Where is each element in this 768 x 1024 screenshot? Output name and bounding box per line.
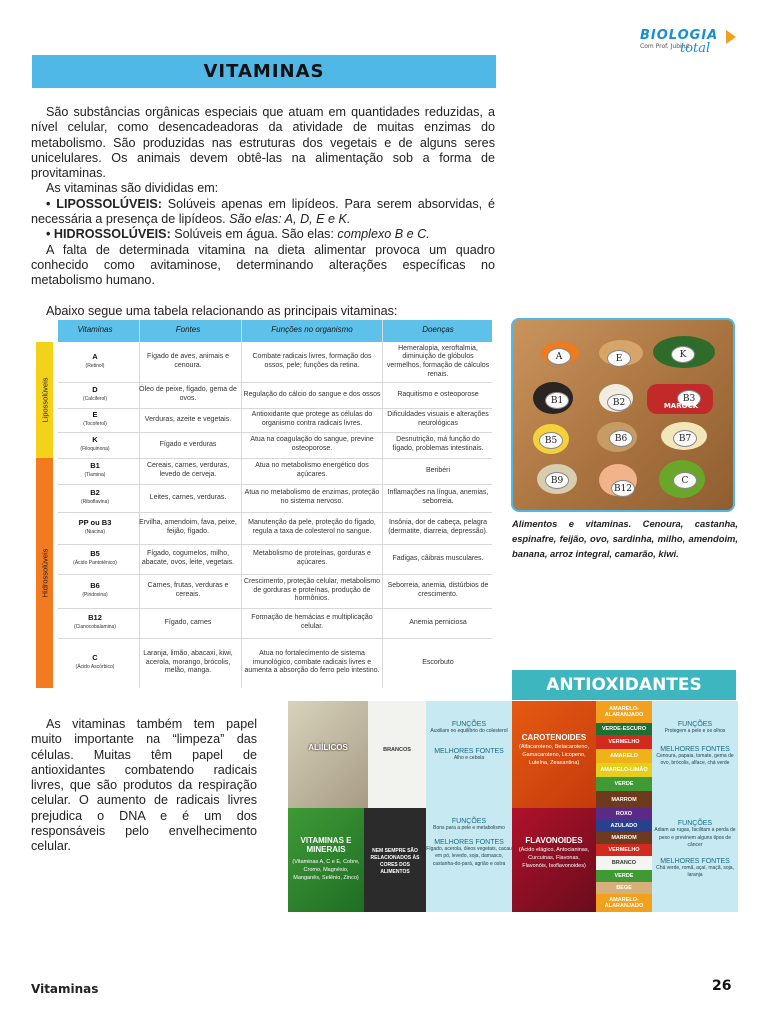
vitmin-best-text: Fígado, acerola, óleos vegetais, cacau em pó, levedo, soja, damasco, castanha-do-pará, agrião e ostra <box>426 845 512 867</box>
logo-line1: BIOLOGIA <box>640 28 719 43</box>
vitamin-disease: Anemia perniciosa <box>409 618 467 626</box>
vitamin-chem: (Filoquinona) <box>80 446 110 452</box>
carot-best-title: MELHORES FONTES <box>660 745 730 753</box>
hidro-label: • HIDROSSOLÚVEIS: <box>46 227 171 242</box>
lipo-label: • LIPOSSOLÚVEIS: <box>46 196 162 211</box>
table-row <box>58 544 492 575</box>
vitamin-table <box>36 320 492 688</box>
vitamin-function: Manutenção da pele, proteção do fígado, regula a taxa de colesterol no sangue. <box>248 519 376 535</box>
table-row <box>58 432 492 459</box>
vitamin-chem: (Ácido Ascórbico) <box>75 664 115 670</box>
carot-name: CAROTENOIDES <box>521 733 587 742</box>
vitmin-info <box>426 808 512 912</box>
flavo-name: FLAVONOIDES <box>525 836 583 845</box>
vitamin-source: Fígado de aves, animais e cenoura. <box>146 353 230 369</box>
vitamin-disease: Raquitismo e osteoporose <box>397 390 479 398</box>
vitamin-chem: (Retinol) <box>85 363 105 369</box>
vitamin-disease: Seborreia, anemia, distúrbios de crescimento. <box>387 582 489 598</box>
vitamin-source: Cereais, carnes, verduras, levedo de cerveja. <box>146 462 230 478</box>
vitamin-chem: (Piridoxina) <box>82 592 108 598</box>
header-fontes: Fontes <box>175 325 201 334</box>
color-bar: BEGE <box>596 882 652 894</box>
vitamin-name: B6 <box>90 581 100 591</box>
vitamin-name: PP ou B3 <box>78 518 112 528</box>
page-title: VITAMINAS <box>203 61 325 82</box>
vitamin-function: Regulação do cálcio do sangue e dos ossos <box>243 390 381 398</box>
alicos-func-title: FUNÇÕES <box>451 721 487 728</box>
hidro-examples: complexo B e C. <box>337 227 430 242</box>
table-row <box>58 484 492 513</box>
vitamin-name: B5 <box>90 549 100 559</box>
group-lipo-label: Lipossolúveis <box>40 377 49 423</box>
vitamin-name: B2 <box>90 488 100 498</box>
group-hidrossoluveis <box>36 458 53 688</box>
color-bar: AMARELO <box>596 749 652 763</box>
carot-func-title: FUNÇÕES <box>677 721 713 728</box>
carot-color-bars <box>596 701 652 808</box>
vitamin-source: Ervilha, amendoim, fava, peixe, feijão, fígado. <box>139 519 237 535</box>
flavonoides-image <box>512 808 596 912</box>
vitamin-source: Verduras, azeite e vegetais. <box>144 415 232 423</box>
vitamin-name: B1 <box>90 461 100 471</box>
label-b2: B2 <box>607 394 631 411</box>
label-a: A <box>547 348 571 365</box>
vitamin-chem: (Tiamina) <box>84 472 106 478</box>
vitamin-disease: Hemeralopia, xeroftalmia, diminuição de glóbulos vermelhos, formação de cálculos renais. <box>386 344 490 378</box>
label-b1: B1 <box>545 392 569 409</box>
antioxidant-text <box>31 717 257 855</box>
color-bar: AMARELO-ALARANJADO <box>596 701 652 723</box>
intro-paragraph-1: São substâncias orgânicas especiais que atuam em quantidades reduzidas, a nível celular, como desencadeadoras da atividade de muitas enzimas do metabolismo. São produzidas nas estruturas dos vegetais e de alguns seres unicelulares. Os animais devem obtê-las na alimentação sob a forma de provitaminas. <box>31 105 495 181</box>
label-b7: B7 <box>673 430 697 447</box>
vitamin-function: Atua na coagulação do sangue, previne osteoporose. <box>250 436 374 452</box>
label-b5: B5 <box>539 432 563 449</box>
photo-caption: Alimentos e vitaminas. Cenoura, castanha, espinafre, feijão, ovo, sardinha, milho, amendoim, banana, arroz integral, camarão, kiwi. <box>512 518 738 559</box>
antioxidant-paragraph: As vitaminas também tem papel muito importante na “limpeza” das células. Muitas têm papel de antioxidantes combatendo radicais livres, que são produtos da respiração celular. O aumento de radicais livres prejudica o DNA e é um dos responsáveis pelo envelhecimento celular. <box>31 717 257 854</box>
table-row <box>58 408 492 433</box>
flavo-best-text: Chá verde, romã, açaí, maçã, soja, laranja <box>656 864 734 878</box>
brand-logo <box>640 28 740 62</box>
carot-sub: (Alfacaroteno, Betacaroteno, Gamacaroteno, Licopeno, Luteína, Zeaxantina) <box>518 744 589 766</box>
intro-paragraph-2: As vitaminas são divididas em: <box>46 181 219 196</box>
logo-tagline: Com Prof. Jubilut <box>640 43 690 50</box>
vitmin-best-title: MELHORES FONTES <box>434 838 504 846</box>
vitamin-function: Atua no metabolismo energético dos açúcares. <box>255 462 369 478</box>
vitamin-source: Fígado, carnes <box>164 618 212 626</box>
intro-lipo <box>31 197 495 228</box>
antioxidants-title-bar <box>512 670 736 700</box>
color-bar: MARROM <box>596 791 652 808</box>
vitamin-source: Óleo de peixe, fígado, gema de ovos. <box>139 386 237 402</box>
color-bar: BRANCO <box>596 856 652 870</box>
color-bar: AZULADO <box>596 820 652 832</box>
carot-func-text: Protegem a pele e os olhos <box>664 728 726 734</box>
vitamin-chem: (Calciferol) <box>82 396 108 402</box>
vitamin-disease: Escorbuto <box>422 658 454 666</box>
lipo-text: Solúveis apenas em lipídeos. Para serem absorvidas, é necessária a presença de lipídeos. <box>31 196 495 227</box>
table-row <box>58 608 492 639</box>
flavo-func-title: FUNÇÕES <box>677 820 713 827</box>
food-photo <box>511 318 735 512</box>
flavo-best-title: MELHORES FONTES <box>660 857 730 865</box>
color-bar: VERDE <box>596 777 652 791</box>
table-header <box>58 320 492 342</box>
vitamin-name: A <box>92 352 98 362</box>
table-row <box>58 574 492 609</box>
vitamin-name: B12 <box>88 613 102 623</box>
label-k: K <box>671 346 695 363</box>
vitamin-function: Metabolismo de proteínas, gorduras e açúcares. <box>253 550 371 566</box>
group-lipossoluveis <box>36 342 53 458</box>
vitamin-chem: (Tocoferol) <box>83 421 107 427</box>
vitamin-function: Formação de hemácias e multiplicação celular. <box>251 614 373 630</box>
label-b12: B12 <box>611 480 635 497</box>
alicos-best-title: MELHORES FONTES <box>434 747 504 755</box>
table-row <box>58 342 492 383</box>
logo-line2: total <box>680 41 711 56</box>
alicos-func-text: Auxiliam no equilíbrio do colesterol <box>430 728 508 734</box>
vitamin-function: Antioxidante que protege as células do organismo contra radicais livres. <box>251 411 373 427</box>
footer-section: Vitaminas <box>31 982 99 996</box>
color-white-panel <box>368 701 426 808</box>
vitamin-source: Laranja, limão, abacaxi, kiwi, acerola, morango, brócolis, melão, manga. <box>143 650 233 675</box>
color-bar: AMARELO-ALARANJADO <box>596 894 652 912</box>
title-bar <box>32 55 496 88</box>
intro-text <box>31 105 495 319</box>
alicos-name: ALIÍLICOS <box>308 743 348 752</box>
lipo-examples: São elas: A, D, E e K. <box>229 212 351 227</box>
vitmin-note-panel <box>364 808 426 912</box>
vitamin-chem: (Niacina) <box>84 529 105 535</box>
header-doencas: Doenças <box>422 325 454 334</box>
garlic-image <box>288 701 368 808</box>
color-bar: VERDE <box>596 870 652 882</box>
table-row <box>58 458 492 485</box>
vitmin-name: VITAMINAS E MINERAIS <box>300 836 352 854</box>
vitmin-func-text: Bons para a pele e metabolismo <box>433 825 505 831</box>
header-vitaminas: Vitaminas <box>77 325 113 334</box>
can-text: MAROCK <box>663 402 699 410</box>
color-bar: VERDE-ESCURO <box>596 723 652 735</box>
vitamin-source: Fígado, cogumelos, milho, abacate, ovos, leite, vegetais. <box>141 550 235 566</box>
vitamin-chem: (Riboflavina) <box>80 499 110 505</box>
label-b9: B9 <box>545 472 569 489</box>
label-b3: B3 <box>677 390 701 407</box>
color-bar: VERMELHO <box>596 844 652 856</box>
vitamin-name: K <box>92 435 98 445</box>
color-bar: AMARELO-LIMÃO <box>596 763 652 777</box>
alicos-color: BRANCOS <box>383 747 411 753</box>
color-bar: MARROM <box>596 832 652 844</box>
vitamin-chem: (Ácido Pantotênico) <box>73 560 117 566</box>
vitamin-source: Carnes, frutas, verduras e cereais. <box>147 582 229 598</box>
alicos-info <box>426 701 512 808</box>
table-row <box>58 382 492 409</box>
vitamin-disease: Insônia, dor de cabeça, pelagra (dermatite, diarreia, depressão). <box>388 519 488 535</box>
label-e: E <box>607 350 631 367</box>
hidro-text: Solúveis em água. São elas: <box>170 227 338 242</box>
vitamin-chem: (Cianocobalamina) <box>74 624 116 630</box>
vitamin-name: C <box>92 653 98 663</box>
vitamin-source: Fígado e verduras <box>159 440 217 448</box>
carotenoides-image <box>512 701 596 808</box>
vitamin-function: Atua no fortalecimento de sistema imunológico, combate radicais livres e aumenta a absorção do ferro pelo intestino. <box>244 650 380 675</box>
color-bar: ROXO <box>596 808 652 820</box>
page-number: 26 <box>712 978 732 994</box>
flavo-sub: (Ácido elágico, Antocianinas, Curcuinas, Flavonas, Flavonóis, Isoflavonoides) <box>518 847 590 869</box>
intro-hidro <box>31 227 495 242</box>
vitamin-name: E <box>92 410 98 420</box>
vitamin-function: Combate radicais livres, formação dos ossos, pele; funções da retina. <box>252 353 372 369</box>
flavo-func-text: Adiam as rugas, facilitam a perda de peso e previnem alguns tipos de câncer <box>654 827 736 848</box>
label-c: C <box>673 472 697 489</box>
vitmin-image <box>288 808 364 912</box>
flavo-color-bars <box>596 808 652 912</box>
vitamin-disease: Desnutrição, má função do fígado, problemas intestinais. <box>392 436 484 452</box>
label-b6: B6 <box>609 430 633 447</box>
alicos-best-text: Alho e cebola <box>453 754 485 761</box>
vitamin-source: Leites, carnes, verduras. <box>149 493 227 501</box>
table-row <box>58 638 492 688</box>
carot-info <box>652 701 738 808</box>
intro-paragraph-4: Abaixo segue uma tabela relacionando as principais vitaminas: <box>46 303 398 318</box>
table-row <box>58 512 492 545</box>
vitmin-note: NEM SEMPRE SÃO RELACIONADOS ÀS CORES DOS ALIMENTOS <box>370 848 420 875</box>
color-bar: VERMELHO <box>596 735 652 749</box>
flavo-info <box>652 808 738 912</box>
vitamin-disease: Beribéri <box>425 466 451 474</box>
intro-paragraph-3: A falta de determinada vitamina na dieta alimentar provoca um quadro conhecido como avitaminose, determinando alterações específicas no metabolismo humano. <box>31 242 495 288</box>
antioxidants-title: ANTIOXIDANTES <box>546 675 702 695</box>
vitamin-disease: Dificuldades visuais e alterações neurológicas <box>387 411 489 427</box>
vitamin-disease: Inflamações na língua, anemias, seborreia. <box>387 489 489 505</box>
vitmin-sub: (Vitaminas A, C e E, Cobre, Cromo, Magnésio, Manganês, Selênio, Zinco) <box>292 859 360 881</box>
vitamin-name: D <box>92 385 98 395</box>
group-hidro-label: Hidrossolúveis <box>40 548 49 598</box>
carot-best-text: Cenoura, papaia, tomate, gema de ovo, brócolis, alface, chá verde <box>656 752 734 766</box>
play-icon <box>726 30 736 44</box>
vitamin-disease: Fadigas, câibras musculares. <box>392 554 484 562</box>
vitmin-func-title: FUNÇÕES <box>451 818 487 825</box>
header-funcoes: Funções no organismo <box>271 325 353 334</box>
vitamin-function: Crescimento, proteção celular, metabolismo de gorduras e proteínas, produção de hormônios. <box>243 578 381 603</box>
vitamin-function: Atua no metabolismo de enzimas, proteção no sistema nervoso. <box>244 489 380 505</box>
